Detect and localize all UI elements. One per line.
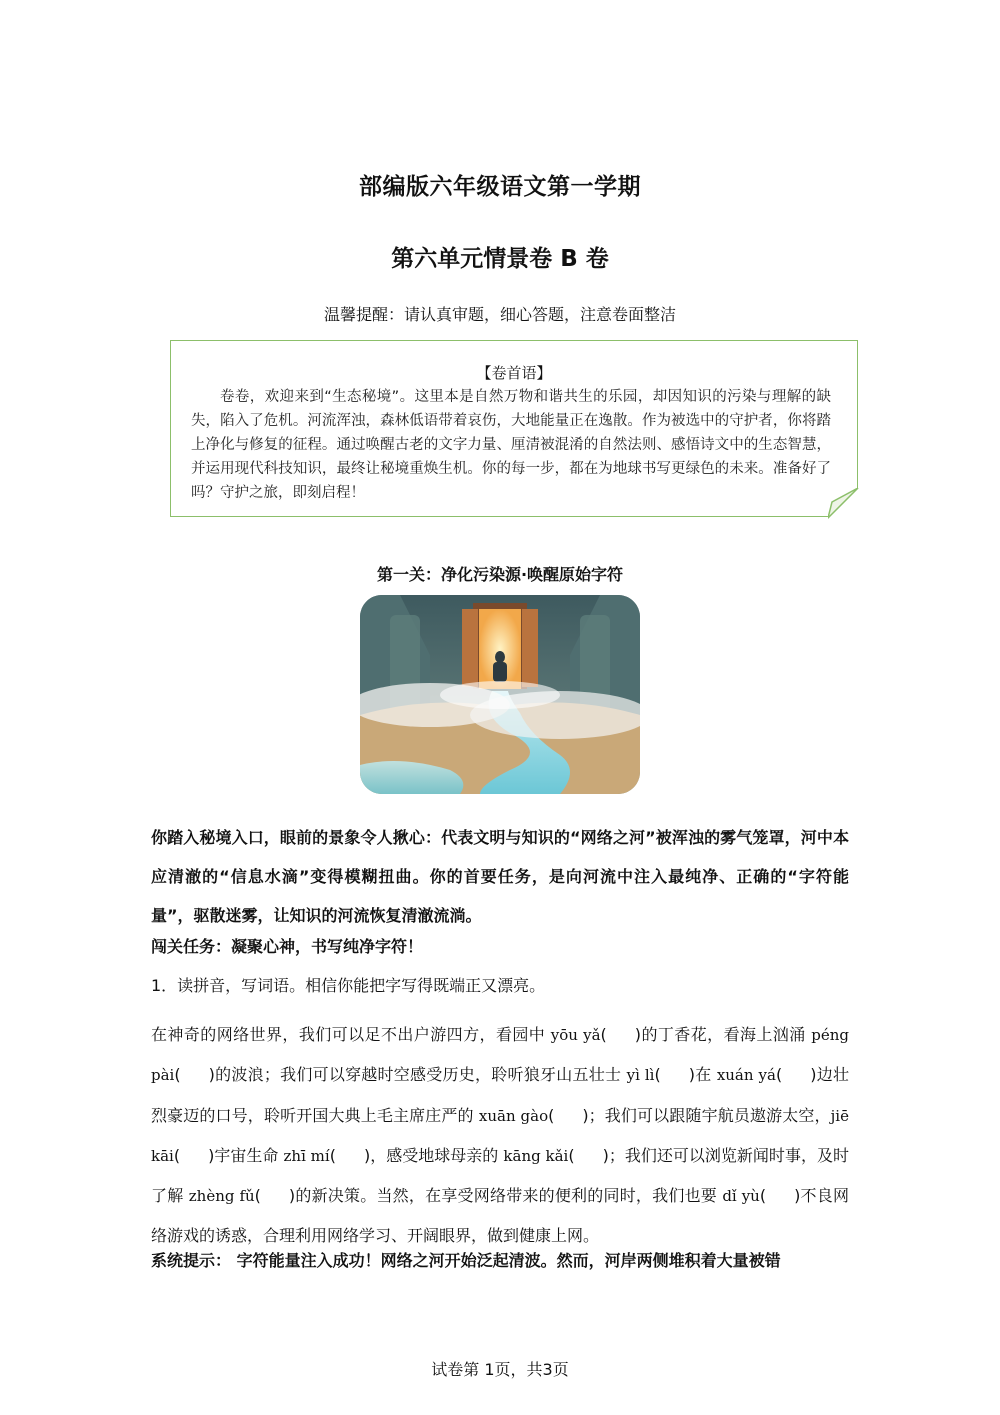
- answer-blank[interactable]: ( ): [775, 1065, 817, 1085]
- answer-blank[interactable]: ( ): [174, 1065, 215, 1085]
- pinyin-cue: péng pài: [151, 1026, 849, 1085]
- pinyin-cue: dǐ yù: [722, 1187, 760, 1206]
- pinyin-cue: yōu yǎ: [550, 1026, 601, 1044]
- passage-text: ；我们可以跟随宇航员遨游太空，: [588, 1105, 831, 1125]
- passage-text: 在: [694, 1065, 717, 1085]
- level1-title: 第一关：净化污染源·唤醒原始字符: [376, 565, 624, 584]
- answer-blank[interactable]: ( ): [600, 1025, 642, 1044]
- pinyin-cue: yì lì: [626, 1066, 655, 1085]
- pinyin-cue: zhī mí: [283, 1146, 330, 1165]
- passage-text: 的丁香花，看海上汹涌: [641, 1025, 812, 1044]
- pinyin-cue: jiē kāi: [151, 1106, 849, 1165]
- preface-body: 卷卷，欢迎来到“生态秘境”。这里本是自然万物和谐共生的乐园，却因知识的污染与理解的缺失，陷入了危机。河流浑浊，森林低语带着哀伤，大地能量正在逸散。作为被选中的守护者，你将踏上净化与修复的征程。通过唤醒古老的文字力量、厘清被混淆的自然法则、感悟诗文中的生态智慧，并运用现代科技知识，最终让秘境重焕生机。你的每一步，都在为地球书写更绿色的未来。准备好了吗？守护之旅，即刻启程！: [191, 389, 831, 501]
- system-hint: 系统提示： 字符能量注入成功！网络之河开始泛起清波。然而，河岸两侧堆积着大量被错: [151, 1251, 781, 1270]
- level1-task: 闯关任务：凝聚心神，书写纯净字符！: [151, 937, 424, 956]
- question-1-prompt: 1．读拼音，写词语。相信你能把字写得既端正又漂亮。: [151, 976, 546, 995]
- exam-title: 部编版六年级语文第一学期: [359, 174, 641, 200]
- answer-blank[interactable]: ( ): [254, 1186, 296, 1206]
- exam-subtitle: 第六单元情景卷 B 卷: [391, 246, 609, 272]
- preface-heading: 【卷首语】: [476, 364, 552, 382]
- misty-river-illustration: [360, 595, 640, 794]
- passage-text: 边壮烈豪迈的口号，聆听开国大典上毛主席庄严的: [151, 1065, 849, 1125]
- pinyin-cue: xuán yá: [716, 1066, 776, 1085]
- pinyin-cue: zhèng fǔ: [188, 1187, 255, 1206]
- page-curl-decoration: [828, 488, 860, 520]
- pinyin-cue: xuān gào: [478, 1106, 549, 1125]
- pinyin-cue: kāng kǎi: [503, 1146, 569, 1165]
- passage-text: 在神奇的网络世界，我们可以足不出户游四方，看园中: [151, 1025, 551, 1044]
- passage-text: 不良网络游戏的诱惑，合理利用网络学习、开阔眼界，做到健康上网。: [151, 1186, 849, 1246]
- answer-blank[interactable]: ( ): [329, 1145, 371, 1165]
- passage-text: ，感受地球母亲的: [370, 1145, 504, 1165]
- question-1-passage: [151, 1015, 849, 1256]
- passage-text: 宇宙生命: [214, 1145, 284, 1165]
- answer-blank[interactable]: ( ): [568, 1145, 609, 1165]
- answer-blank[interactable]: ( ): [173, 1145, 215, 1165]
- level1-story: 你踏入秘境入口，眼前的景象令人揪心：代表文明与知识的“网络之河”被浑浊的雾气笼罩，河中本应清澈的“信息水滴”变得模糊扭曲。你的首要任务，是向河流中注入最纯净、正确的“字符能量”，驱散迷雾，让知识的河流恢复清澈流淌。: [151, 828, 849, 925]
- page-number: 试卷第 1页，共3页: [431, 1360, 569, 1379]
- passage-text: 的波浪；我们可以穿越时空感受历史，聆听狼牙山五壮士: [214, 1065, 627, 1085]
- answer-blank[interactable]: ( ): [548, 1105, 589, 1125]
- passage-text: 的新决策。当然，在享受网络带来的便利的同时，我们也要: [295, 1186, 723, 1206]
- answer-blank[interactable]: ( ): [654, 1065, 695, 1085]
- exam-reminder: 温馨提醒：请认真审题，细心答题，注意卷面整洁: [323, 305, 676, 324]
- answer-blank[interactable]: ( ): [759, 1186, 801, 1206]
- passage-text: ；我们还可以浏览新闻时事，及时了解: [151, 1145, 849, 1206]
